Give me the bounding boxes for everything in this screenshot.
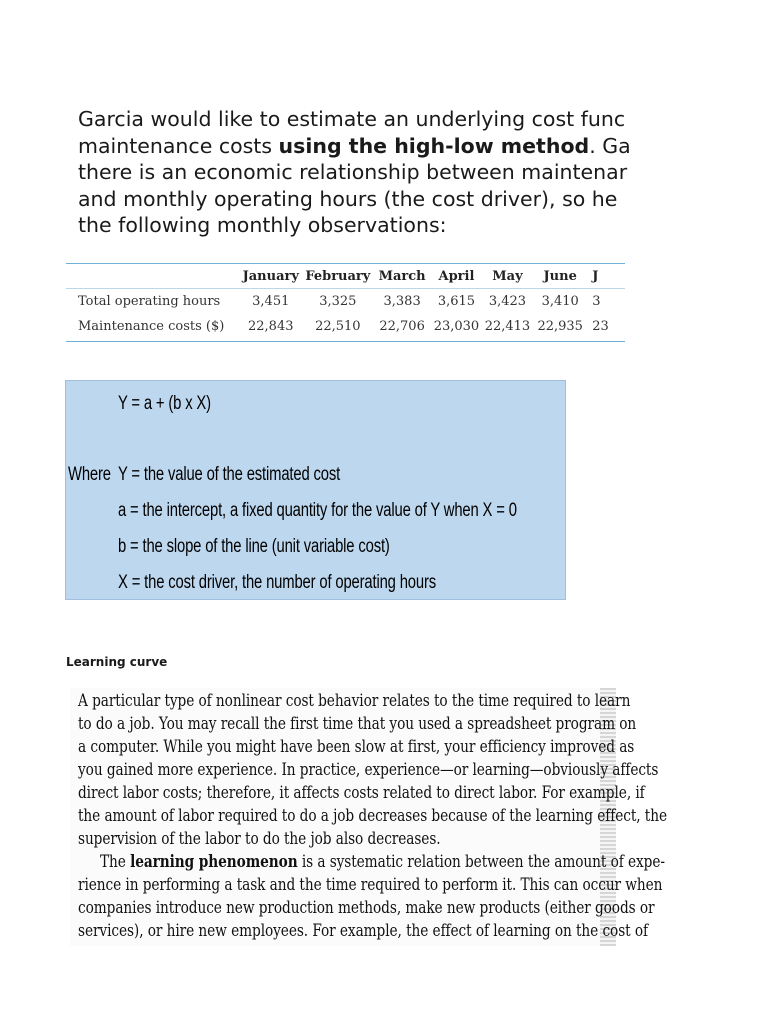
month-header: May [492, 268, 523, 284]
table-cell: 3,423 [488, 294, 527, 309]
a-definition: a = the intercept, a fixed quantity for the value of Y when X = 0 [118, 500, 517, 521]
scan-line: companies introduce new production methods, make new products (either goods or [78, 898, 655, 917]
scanned-textbook-excerpt [70, 688, 667, 946]
table-cell: 22,935 [537, 319, 583, 334]
scan-line: supervision of the labor to do the job also decreases. [78, 829, 441, 848]
table-row [66, 314, 625, 339]
table-cell: 22,413 [484, 319, 531, 334]
x-definition: X = the cost driver, the number of operating hours [118, 572, 437, 593]
intro-line: Garcia would like to estimate an underlying cost func [78, 107, 626, 131]
table-cell: 3,615 [437, 294, 476, 309]
corner-cell [66, 264, 238, 289]
row-label: Maintenance costs ($) [78, 319, 225, 334]
scan-line: the amount of labor required to do a job decreases because of the learning effect, the [78, 806, 667, 825]
scan-line: A particular type of nonlinear cost behavior relates to the time required to learn [78, 691, 631, 710]
scan-bold-term: learning phenomenon [130, 852, 298, 871]
month-header: April [438, 268, 475, 284]
intro-line: the following monthly observations: [78, 213, 447, 237]
table-header-row [66, 264, 625, 289]
learning-curve-heading: Learning curve [66, 655, 168, 669]
table-cell: 3 [592, 294, 601, 309]
where-label: Where [68, 464, 111, 485]
table-cell: 3,451 [252, 294, 290, 309]
intro-text: . Ga [589, 133, 631, 158]
table-cell: 3,410 [541, 294, 579, 309]
table-cell: 23 [592, 319, 609, 334]
table-cell: 22,706 [379, 319, 425, 334]
month-header: June [543, 268, 577, 284]
table-cell: 22,843 [248, 319, 294, 334]
scan-line: a computer. While you might have been slow at first, your efficiency improved as [78, 737, 635, 756]
intro-text: maintenance costs [78, 133, 279, 158]
month-header: J [592, 268, 599, 284]
observations-table [66, 263, 625, 342]
table-cell: 3,325 [319, 294, 357, 309]
observations-grid [66, 264, 625, 339]
month-header: January [242, 268, 299, 284]
formula-box [65, 380, 566, 600]
b-definition: b = the slope of the line (unit variable cost) [118, 536, 390, 557]
intro-bold-text: using the high-low method [278, 133, 590, 158]
row-label: Total operating hours [78, 294, 221, 309]
y-definition: Y = the value of the estimated cost [118, 464, 341, 485]
intro-paragraph [78, 106, 631, 239]
scan-line: to do a job. You may recall the first time that you used a spreadsheet program on [78, 714, 637, 733]
scan-text: is a systematic relation between the amount of expe- [297, 852, 665, 871]
month-header: February [305, 268, 371, 284]
intro-line [78, 133, 631, 160]
formula-equation: Y = a + (b x X) [118, 393, 211, 414]
intro-line: and monthly operating hours (the cost driver), so he [78, 186, 618, 211]
table-cell: 3,383 [383, 294, 421, 309]
table-cell: 22,510 [315, 319, 361, 334]
table-row [66, 289, 625, 315]
table-cell: 23,030 [433, 319, 480, 334]
scan-line: services), or hire new employees. For example, the effect of learning on the cost of [78, 921, 649, 940]
scan-line: direct labor costs; therefore, it affects costs related to direct labor. For example, if [78, 783, 645, 802]
scan-text: The [100, 852, 131, 871]
scan-line: you gained more experience. In practice, experience—or learning—obviously affects [78, 760, 659, 779]
scan-line: rience in performing a task and the time required to perform it. This can occur when [78, 875, 663, 894]
intro-line: there is an economic relationship between maintenar [78, 160, 628, 184]
scan-line [100, 852, 665, 871]
month-header: March [378, 268, 426, 284]
